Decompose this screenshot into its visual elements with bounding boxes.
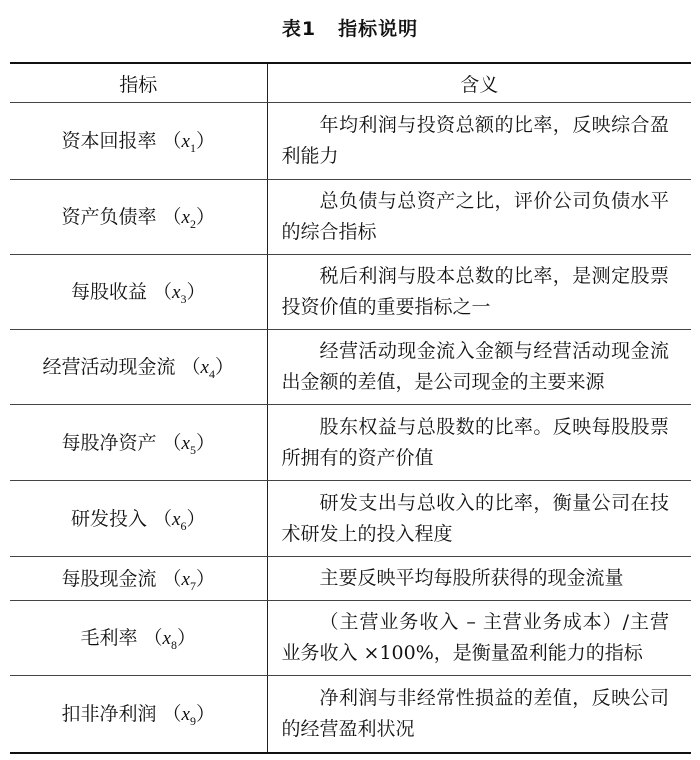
indicator-symbol: $x_4$	[200, 357, 215, 381]
indicator-meaning: 年均利润与投资总额的比率，反映综合盈利能力	[267, 103, 691, 180]
indicator-name-cell: 扣非净利润 $(x_9)$	[10, 676, 267, 753]
indicator-symbol: $x_7$	[181, 568, 196, 593]
table-number: 表1	[281, 18, 317, 40]
indicator-name-cell: 资本回报率 $(x_1)$	[10, 103, 267, 180]
table-row	[10, 481, 691, 557]
indicator-name-cell: 资产负债率 $(x_2)$	[10, 180, 267, 255]
table-title-text: 指标说明	[338, 18, 419, 40]
indicator-meaning: （主营业务收入 – 主营业务成本）/主营业务收入 ×100%，是衡量盈利能力的指标	[267, 601, 691, 676]
indicator-name-cell: 研发投入 $(x_6)$	[10, 481, 267, 557]
indicator-meaning: 总负债与总资产之比，评价公司负债水平的综合指标	[267, 180, 691, 255]
table-row	[10, 601, 691, 676]
indicator-meaning: 研发支出与总收入的比率，衡量公司在技术研发上的投入程度	[267, 481, 691, 557]
indicator-name-cell: 每股收益 $(x_3)$	[10, 255, 267, 330]
indicator-meaning: 税后利润与股本总数的比率，是测定股票投资价值的重要指标之一	[267, 255, 691, 330]
indicator-name: 毛利率	[80, 627, 138, 650]
indicator-symbol: $x_6$	[172, 508, 187, 533]
table-row	[10, 255, 691, 330]
table-row	[10, 676, 691, 753]
indicator-name: 每股净资产	[61, 431, 157, 454]
indicator-meaning: 净利润与非经常性损益的差值，反映公司的经营盈利状况	[267, 676, 691, 753]
indicator-name: 每股收益	[71, 281, 148, 304]
indicator-meaning: 股东权益与总股数的比率。反映每股股票所拥有的资产价值	[267, 405, 691, 481]
indicator-name: 每股现金流	[61, 567, 157, 590]
table-row	[10, 557, 691, 601]
indicator-name-cell: 每股净资产 $(x_5)$	[10, 405, 267, 481]
column-header-meaning: 含义	[267, 63, 691, 103]
column-header-indicator: 指标	[10, 63, 267, 103]
table-row	[10, 405, 691, 481]
indicator-meaning: 经营活动现金流入金额与经营活动现金流出金额的差值，是公司现金的主要来源	[267, 330, 691, 405]
indicator-name: 研发投入	[71, 507, 148, 530]
indicator-name-cell: 经营活动现金流 $(x_4)$	[10, 330, 267, 405]
indicator-name: 资本回报率	[61, 130, 157, 153]
indicator-symbol: $x_5$	[181, 432, 196, 457]
indicator-symbol: $x_8$	[162, 628, 177, 652]
indicator-symbol: $x_2$	[181, 207, 196, 231]
table-row	[10, 330, 691, 405]
indicator-name-cell: 毛利率 $(x_8)$	[10, 601, 267, 676]
indicator-meaning: 主要反映平均每股所获得的现金流量	[267, 557, 691, 601]
indicator-symbol: $x_3$	[172, 282, 187, 306]
table-row	[10, 180, 691, 255]
table-title	[0, 14, 700, 41]
indicator-symbol: $x_9$	[181, 703, 196, 728]
indicator-table	[10, 62, 691, 754]
indicator-name-cell: 每股现金流 $(x_7)$	[10, 557, 267, 601]
indicator-symbol: $x_1$	[181, 131, 196, 155]
indicator-name: 资产负债率	[61, 206, 157, 229]
indicator-name: 扣非净利润	[61, 702, 157, 725]
table-row	[10, 103, 691, 180]
table-header-row	[10, 63, 691, 103]
indicator-name: 经营活动现金流	[42, 356, 176, 379]
